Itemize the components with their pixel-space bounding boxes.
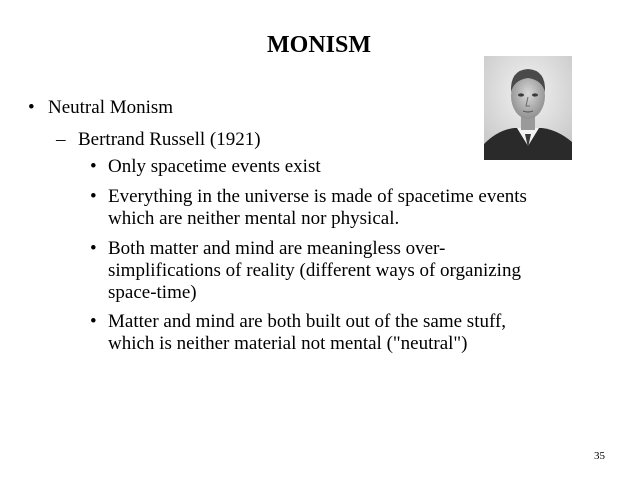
- bullet-marker: •: [90, 238, 97, 259]
- bullet-text: Neutral Monism: [48, 97, 174, 118]
- bullet-marker: •: [90, 156, 97, 177]
- bullet-marker: •: [90, 186, 97, 207]
- bullet-marker: •: [28, 97, 35, 118]
- point-line: Everything in the universe is made of spacetime events: [108, 186, 527, 207]
- slide-title: MONISM: [267, 32, 371, 58]
- point-line: simplifications of reality (different ways of organizing: [108, 260, 521, 281]
- point-line: space-time): [108, 282, 197, 303]
- point-text: [108, 311, 506, 355]
- point-text: [108, 156, 321, 178]
- point-line: which are neither mental nor physical.: [108, 208, 400, 229]
- portrait-photo: [484, 56, 572, 160]
- bullet-marker: •: [90, 311, 97, 332]
- portrait-image: [484, 56, 572, 160]
- point-line: Matter and mind are both built out of the same stuff,: [108, 311, 507, 332]
- dash-marker: –: [56, 129, 66, 150]
- point-line: Both matter and mind are meaningless over-: [108, 238, 446, 259]
- page-number: 35: [594, 450, 605, 462]
- subbullet-text: Bertrand Russell (1921): [78, 129, 261, 150]
- point-text: [108, 186, 527, 230]
- point-line: which is neither material not mental ("neutral"): [108, 333, 468, 354]
- point-text: [108, 238, 521, 304]
- point-line: Only spacetime events exist: [108, 156, 321, 177]
